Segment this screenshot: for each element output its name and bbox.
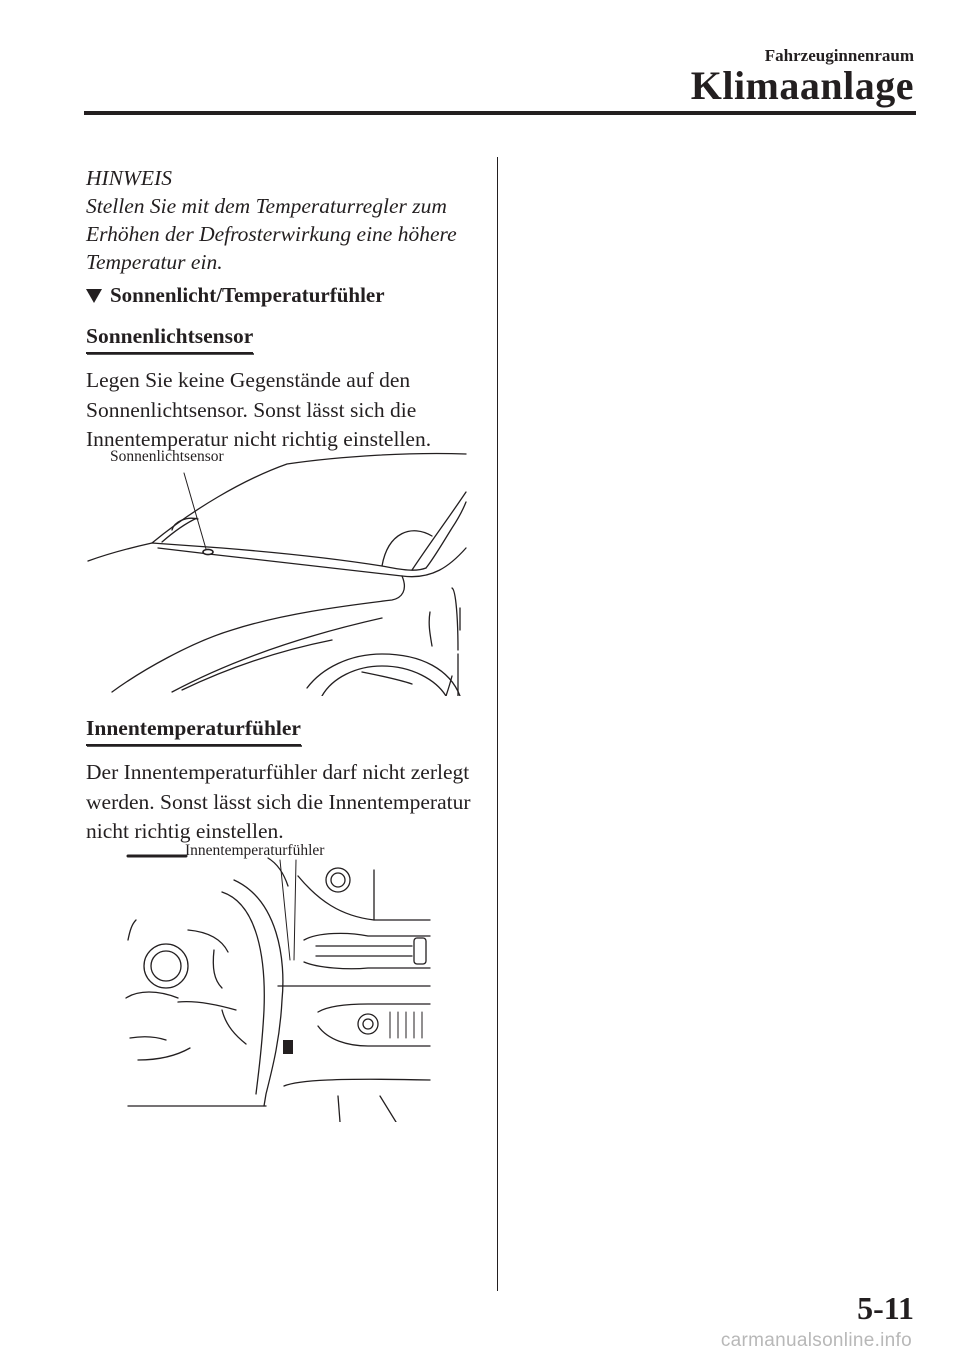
- temp-sensor-heading-text: Innentemperaturfühler: [86, 716, 301, 740]
- heading-underline: [86, 744, 301, 746]
- note-block: [86, 164, 486, 276]
- sun-sensor-heading-text: Sonnenlichtsensor: [86, 324, 254, 348]
- triangle-down-icon: [86, 289, 102, 303]
- chapter-label: Fahrzeuginnenraum: [764, 46, 914, 65]
- section-heading: [86, 283, 385, 308]
- temp-sensor-callout: Innentemperaturfühler: [185, 842, 325, 859]
- temp-sensor-paragraph: Der Innentemperaturfühler darf nicht zerlegt werden. Sonst lässt sich die Innentemperatur nicht richtig einstellen.: [86, 760, 471, 843]
- temp-sensor-heading: [86, 716, 301, 746]
- sun-sensor-paragraph: Legen Sie keine Gegenstände auf den Sonnenlichtsensor. Sonst lässt sich die Innentemperatur nicht richtig einstellen.: [86, 368, 432, 451]
- windshield-illustration: [82, 440, 472, 696]
- column-divider: [497, 157, 498, 1291]
- heading-underline: [86, 352, 253, 354]
- watermark: carmanualsonline.info: [720, 1330, 912, 1351]
- sun-sensor-callout: Sonnenlichtsensor: [110, 448, 224, 465]
- page-title: Klimaanlage: [690, 63, 914, 108]
- note-label: HINWEIS: [86, 166, 172, 190]
- note-text: Stellen Sie mit dem Temperaturregler zum Erhöhen der Defrosterwirkung eine höhere Temperatur ein.: [86, 194, 457, 274]
- header-rule: [84, 111, 916, 115]
- sun-sensor-heading: [86, 324, 253, 354]
- dashboard-illustration: [118, 840, 436, 1122]
- page-number: 5-11: [857, 1290, 914, 1326]
- section-title: Sonnenlicht/Temperaturfühler: [110, 283, 385, 307]
